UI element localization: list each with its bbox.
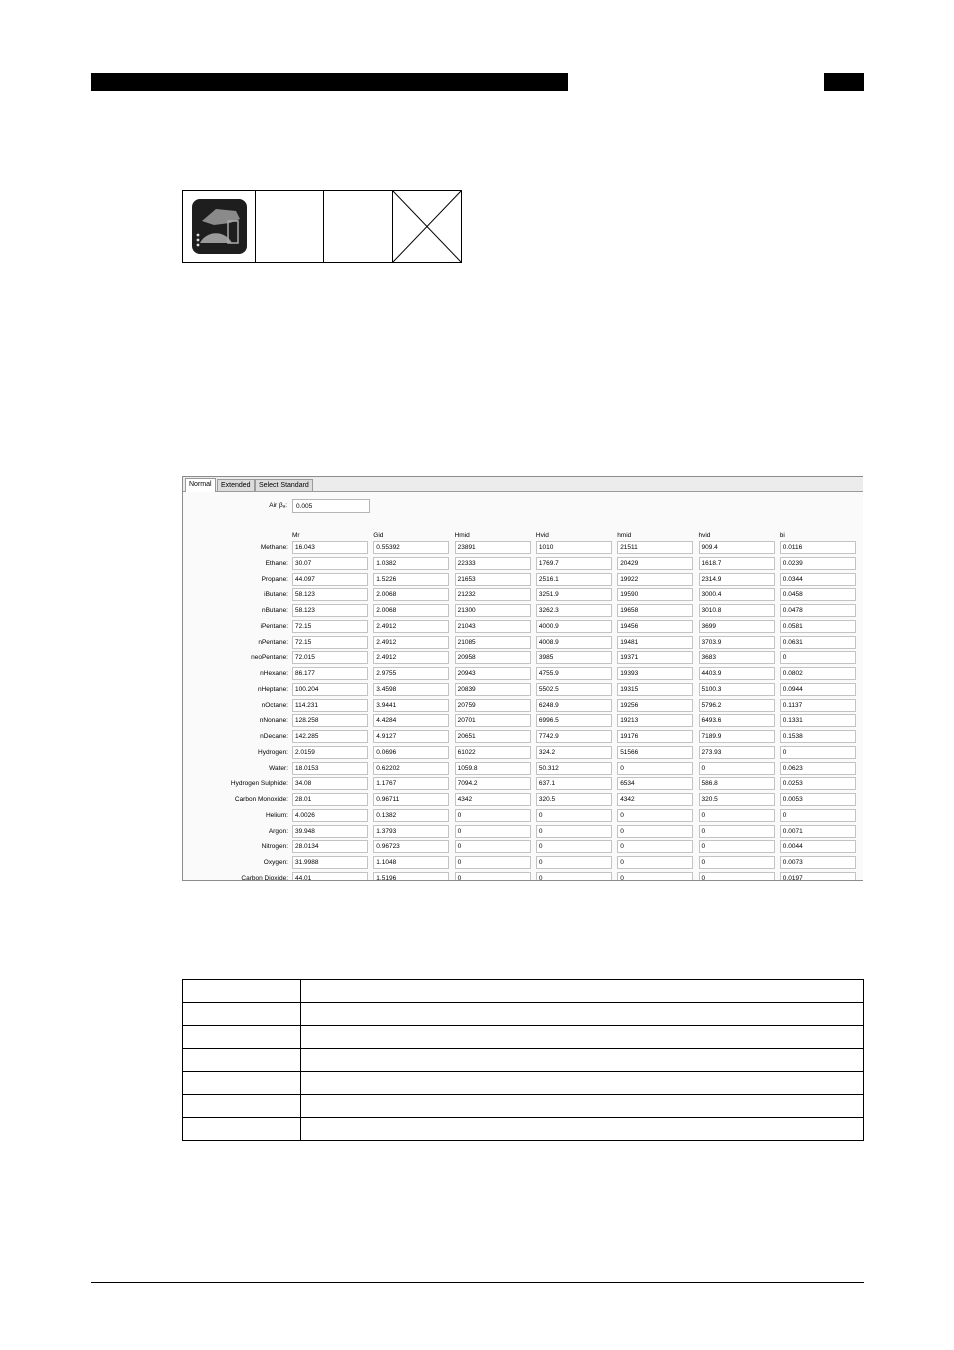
blank-icon-cell xyxy=(256,191,324,262)
value-field[interactable]: 51566 xyxy=(617,746,693,759)
value-field[interactable]: 0.1137 xyxy=(780,699,856,712)
value-field[interactable]: 20958 xyxy=(455,651,531,664)
value-field[interactable]: 86.177 xyxy=(292,667,368,680)
value-field[interactable]: 0.0458 xyxy=(780,588,856,601)
value-field[interactable]: 3985 xyxy=(536,651,612,664)
tab-bar xyxy=(183,477,863,492)
column-header: Gid xyxy=(373,532,384,539)
value-field[interactable]: 0.0696 xyxy=(373,746,449,759)
value-field[interactable]: 72.015 xyxy=(292,651,368,664)
table-row xyxy=(183,1003,864,1026)
value-field[interactable]: 19371 xyxy=(617,651,693,664)
value-field[interactable]: 4.4284 xyxy=(373,714,449,727)
value-field[interactable]: 0 xyxy=(699,762,775,775)
row-label: Hydrogen: xyxy=(258,748,288,756)
row-label: Oxygen: xyxy=(263,859,288,866)
value-field[interactable]: 0 xyxy=(536,825,612,838)
value-field[interactable]: 20651 xyxy=(455,730,531,743)
value-field[interactable]: 7094.2 xyxy=(455,777,531,790)
value-field[interactable]: 1769.7 xyxy=(536,557,612,570)
placeholder-x-icon xyxy=(393,191,461,262)
value-field[interactable]: 44.097 xyxy=(292,573,368,586)
value-field[interactable]: 142.285 xyxy=(292,730,368,743)
value-field[interactable]: 6493.6 xyxy=(699,714,775,727)
empty-table xyxy=(182,979,864,1141)
table-row xyxy=(183,1095,864,1118)
table-row xyxy=(183,1072,864,1095)
value-field[interactable]: 30.07 xyxy=(292,557,368,570)
column-header: hmid xyxy=(617,532,632,539)
value-field[interactable]: 2.0159 xyxy=(292,746,368,759)
value-field[interactable]: 4.9127 xyxy=(373,730,449,743)
value-field[interactable]: 0.0478 xyxy=(780,604,856,617)
value-field[interactable]: 16.043 xyxy=(292,541,368,554)
value-field[interactable]: 3251.9 xyxy=(536,588,612,601)
row-label: Propane: xyxy=(261,575,288,583)
value-field[interactable]: 21085 xyxy=(455,636,531,649)
value-field[interactable]: 39.948 xyxy=(292,825,368,838)
value-field[interactable]: 0.0073 xyxy=(780,856,856,869)
value-field[interactable]: 19590 xyxy=(617,588,693,601)
value-field[interactable]: 2.4912 xyxy=(373,620,449,633)
value-field[interactable]: 1618.7 xyxy=(699,557,775,570)
value-field[interactable]: 0.0802 xyxy=(780,667,856,680)
value-field[interactable]: 1.1767 xyxy=(373,777,449,790)
value-field[interactable]: 3262.3 xyxy=(536,604,612,617)
value-field[interactable]: 5100.3 xyxy=(699,683,775,696)
value-field[interactable]: 50.312 xyxy=(536,762,612,775)
value-field[interactable]: 5502.5 xyxy=(536,683,612,696)
value-field[interactable]: 18.0153 xyxy=(292,762,368,775)
value-field[interactable]: 6996.5 xyxy=(536,714,612,727)
screenshot-gas-properties xyxy=(182,476,863,881)
value-field[interactable]: 0.96723 xyxy=(373,840,449,853)
value-field[interactable]: 320.5 xyxy=(536,793,612,806)
row-label: Water: xyxy=(269,764,288,772)
value-field[interactable]: 3.9441 xyxy=(373,699,449,712)
value-field[interactable]: 3010.8 xyxy=(699,604,775,617)
value-field[interactable]: 19213 xyxy=(617,714,693,727)
value-field[interactable]: 19658 xyxy=(617,604,693,617)
row-label: nButane: xyxy=(261,607,288,614)
value-field[interactable]: 0 xyxy=(536,809,612,822)
row-label: Nitrogen: xyxy=(261,843,288,851)
table-row xyxy=(183,1118,864,1141)
column-header: hvid xyxy=(698,532,711,539)
value-field[interactable]: 0 xyxy=(699,825,775,838)
row-label: Hydrogen Sulphide: xyxy=(230,780,288,788)
value-field[interactable]: 3703.9 xyxy=(699,636,775,649)
value-field[interactable]: 20943 xyxy=(455,667,531,680)
value-field[interactable]: 0.0053 xyxy=(780,793,856,806)
value-field[interactable]: 0.0623 xyxy=(780,762,856,775)
value-field[interactable]: 4008.9 xyxy=(536,636,612,649)
air-input[interactable]: 0.005 xyxy=(292,499,370,513)
row-label: nHexane: xyxy=(260,670,288,677)
value-field[interactable]: 19393 xyxy=(617,667,693,680)
value-field[interactable]: 3683 xyxy=(699,651,775,664)
value-field[interactable]: 2516.1 xyxy=(536,573,612,586)
value-field[interactable]: 6248.9 xyxy=(536,699,612,712)
value-field[interactable]: 72.15 xyxy=(292,636,368,649)
value-field[interactable]: 19176 xyxy=(617,730,693,743)
value-field[interactable]: 2.4912 xyxy=(373,651,449,664)
value-field[interactable]: 2314.9 xyxy=(699,573,775,586)
value-field[interactable]: 0.55392 xyxy=(373,541,449,554)
value-field[interactable]: 586.8 xyxy=(699,777,775,790)
value-field[interactable]: 28.01 xyxy=(292,793,368,806)
value-field[interactable]: 22333 xyxy=(455,557,531,570)
value-field[interactable]: 19315 xyxy=(617,683,693,696)
row-label: nDecane: xyxy=(260,733,288,740)
value-field[interactable]: 0 xyxy=(617,856,693,869)
value-field[interactable]: 4.0026 xyxy=(292,809,368,822)
value-field[interactable]: 4000.9 xyxy=(536,620,612,633)
value-field[interactable]: 0.0344 xyxy=(780,573,856,586)
value-field[interactable]: 28.0134 xyxy=(292,840,368,853)
value-field[interactable]: 4342 xyxy=(455,793,531,806)
value-field[interactable]: 0 xyxy=(536,872,612,881)
value-field[interactable]: 61022 xyxy=(455,746,531,759)
value-field[interactable]: 0 xyxy=(455,856,531,869)
value-field[interactable]: 0 xyxy=(617,825,693,838)
value-field[interactable]: 0 xyxy=(617,840,693,853)
column-header: Hvid xyxy=(535,532,549,539)
table-row xyxy=(183,1026,864,1049)
value-field[interactable]: 3.4598 xyxy=(373,683,449,696)
value-field[interactable]: 31.9988 xyxy=(292,856,368,869)
row-label: Methane: xyxy=(260,544,288,551)
value-field[interactable]: 4342 xyxy=(617,793,693,806)
value-field[interactable]: 1.1048 xyxy=(373,856,449,869)
column-header: Hmid xyxy=(454,532,470,539)
value-field[interactable]: 21511 xyxy=(617,541,693,554)
value-field[interactable]: 0 xyxy=(699,872,775,881)
value-field[interactable]: 0.0044 xyxy=(780,840,856,853)
header-redaction-bar xyxy=(91,73,568,91)
value-field[interactable]: 1.5226 xyxy=(373,573,449,586)
tab-select-standard[interactable]: Select Standard xyxy=(255,479,313,491)
value-field[interactable]: 0 xyxy=(455,809,531,822)
value-field[interactable]: 2.0068 xyxy=(373,604,449,617)
value-field[interactable]: 100.204 xyxy=(292,683,368,696)
value-field[interactable]: 0.0253 xyxy=(780,777,856,790)
value-field[interactable]: 114.231 xyxy=(292,699,368,712)
value-field[interactable]: 0.96711 xyxy=(373,793,449,806)
value-field[interactable]: 20429 xyxy=(617,557,693,570)
value-field[interactable]: 0 xyxy=(455,872,531,881)
air-label: Air βₐ: xyxy=(269,502,287,509)
value-field[interactable]: 2.0068 xyxy=(373,588,449,601)
value-field[interactable]: 0 xyxy=(780,809,856,822)
header-page-box xyxy=(824,73,864,91)
value-field[interactable]: 0.0116 xyxy=(780,541,856,554)
value-field[interactable]: 324.2 xyxy=(536,746,612,759)
row-label: Helium: xyxy=(265,811,288,819)
row-label: nOctane: xyxy=(261,701,288,709)
value-field[interactable]: 2.9755 xyxy=(373,667,449,680)
value-field[interactable]: 0 xyxy=(699,809,775,822)
value-field[interactable]: 5796.2 xyxy=(699,699,775,712)
value-field[interactable]: 1.3793 xyxy=(373,825,449,838)
value-field[interactable]: 7742.9 xyxy=(536,730,612,743)
row-label: nPentane: xyxy=(258,638,288,646)
value-field[interactable]: 23891 xyxy=(455,541,531,554)
row-label: iPentane: xyxy=(260,622,288,630)
value-field[interactable]: 1.5196 xyxy=(373,872,449,881)
value-field[interactable]: 21043 xyxy=(455,620,531,633)
value-field[interactable]: 0 xyxy=(699,856,775,869)
value-field[interactable]: 0.0944 xyxy=(780,683,856,696)
tab-normal[interactable]: Normal xyxy=(185,478,216,492)
value-field[interactable]: 19456 xyxy=(617,620,693,633)
icon-cell xyxy=(183,191,256,262)
value-field[interactable]: 0.1382 xyxy=(373,809,449,822)
row-label: nNonane: xyxy=(259,717,288,725)
value-field[interactable]: 4403.9 xyxy=(699,667,775,680)
value-field[interactable]: 0.1331 xyxy=(780,714,856,727)
value-field[interactable]: 4755.9 xyxy=(536,667,612,680)
value-field[interactable]: 20759 xyxy=(455,699,531,712)
value-field[interactable]: 273.93 xyxy=(699,746,775,759)
value-field[interactable]: 19922 xyxy=(617,573,693,586)
column-header: bi xyxy=(779,532,785,539)
value-field[interactable]: 72.15 xyxy=(292,620,368,633)
value-field[interactable]: 3699 xyxy=(699,620,775,633)
value-field[interactable]: 0 xyxy=(617,762,693,775)
value-field[interactable]: 19481 xyxy=(617,636,693,649)
value-field[interactable]: 0.0197 xyxy=(780,872,856,881)
icon-strip xyxy=(182,190,462,263)
value-field[interactable]: 21232 xyxy=(455,588,531,601)
column-header: Mr xyxy=(292,532,300,539)
value-field[interactable]: 0.0581 xyxy=(780,620,856,633)
footer-rule xyxy=(91,1282,864,1283)
value-field[interactable]: 19256 xyxy=(617,699,693,712)
value-field[interactable]: 34.08 xyxy=(292,777,368,790)
value-field[interactable]: 2.4912 xyxy=(373,636,449,649)
row-label: Ethane: xyxy=(265,559,288,567)
value-field[interactable]: 21300 xyxy=(455,604,531,617)
value-field[interactable]: 6534 xyxy=(617,777,693,790)
value-field[interactable]: 1059.8 xyxy=(455,762,531,775)
value-field[interactable]: 0.0631 xyxy=(780,636,856,649)
value-field[interactable]: 0 xyxy=(455,840,531,853)
row-label: iButane: xyxy=(264,591,288,599)
value-field[interactable]: 1010 xyxy=(536,541,612,554)
value-field[interactable]: 0 xyxy=(536,856,612,869)
value-field[interactable]: 128.258 xyxy=(292,714,368,727)
value-field[interactable]: 909.4 xyxy=(699,541,775,554)
row-label: Argon: xyxy=(268,827,288,835)
value-field[interactable]: 0.0071 xyxy=(780,825,856,838)
blank-icon-cell xyxy=(324,191,392,262)
value-field[interactable]: 0 xyxy=(617,809,693,822)
value-field[interactable]: 58.123 xyxy=(292,588,368,601)
value-field[interactable]: 320.5 xyxy=(699,793,775,806)
value-field[interactable]: 21653 xyxy=(455,573,531,586)
value-field[interactable]: 0 xyxy=(699,840,775,853)
value-field[interactable]: 1.0382 xyxy=(373,557,449,570)
value-field[interactable]: 0.62202 xyxy=(373,762,449,775)
table-row xyxy=(183,1049,864,1072)
value-field[interactable]: 0 xyxy=(617,872,693,881)
value-field[interactable]: 58.123 xyxy=(292,604,368,617)
row-label: neoPentane: xyxy=(251,654,288,662)
value-field[interactable]: 0 xyxy=(780,746,856,759)
value-field[interactable]: 20701 xyxy=(455,714,531,727)
value-field[interactable]: 3000.4 xyxy=(699,588,775,601)
tab-extended[interactable]: Extended xyxy=(217,479,255,491)
row-label: Carbon Dioxide: xyxy=(241,874,288,881)
value-field[interactable]: 7189.9 xyxy=(699,730,775,743)
value-field[interactable]: 20839 xyxy=(455,683,531,696)
value-field[interactable]: 0 xyxy=(536,840,612,853)
row-label: Carbon Monoxide: xyxy=(234,796,288,803)
value-field[interactable]: 0 xyxy=(780,651,856,664)
table-row xyxy=(183,980,864,1003)
app-logo-icon xyxy=(192,199,247,254)
value-field[interactable]: 637.1 xyxy=(536,777,612,790)
row-label: nHeptane: xyxy=(258,685,288,693)
value-field[interactable]: 44.01 xyxy=(292,872,368,881)
value-field[interactable]: 0.1538 xyxy=(780,730,856,743)
value-field[interactable]: 0 xyxy=(455,825,531,838)
value-field[interactable]: 0.0239 xyxy=(780,557,856,570)
